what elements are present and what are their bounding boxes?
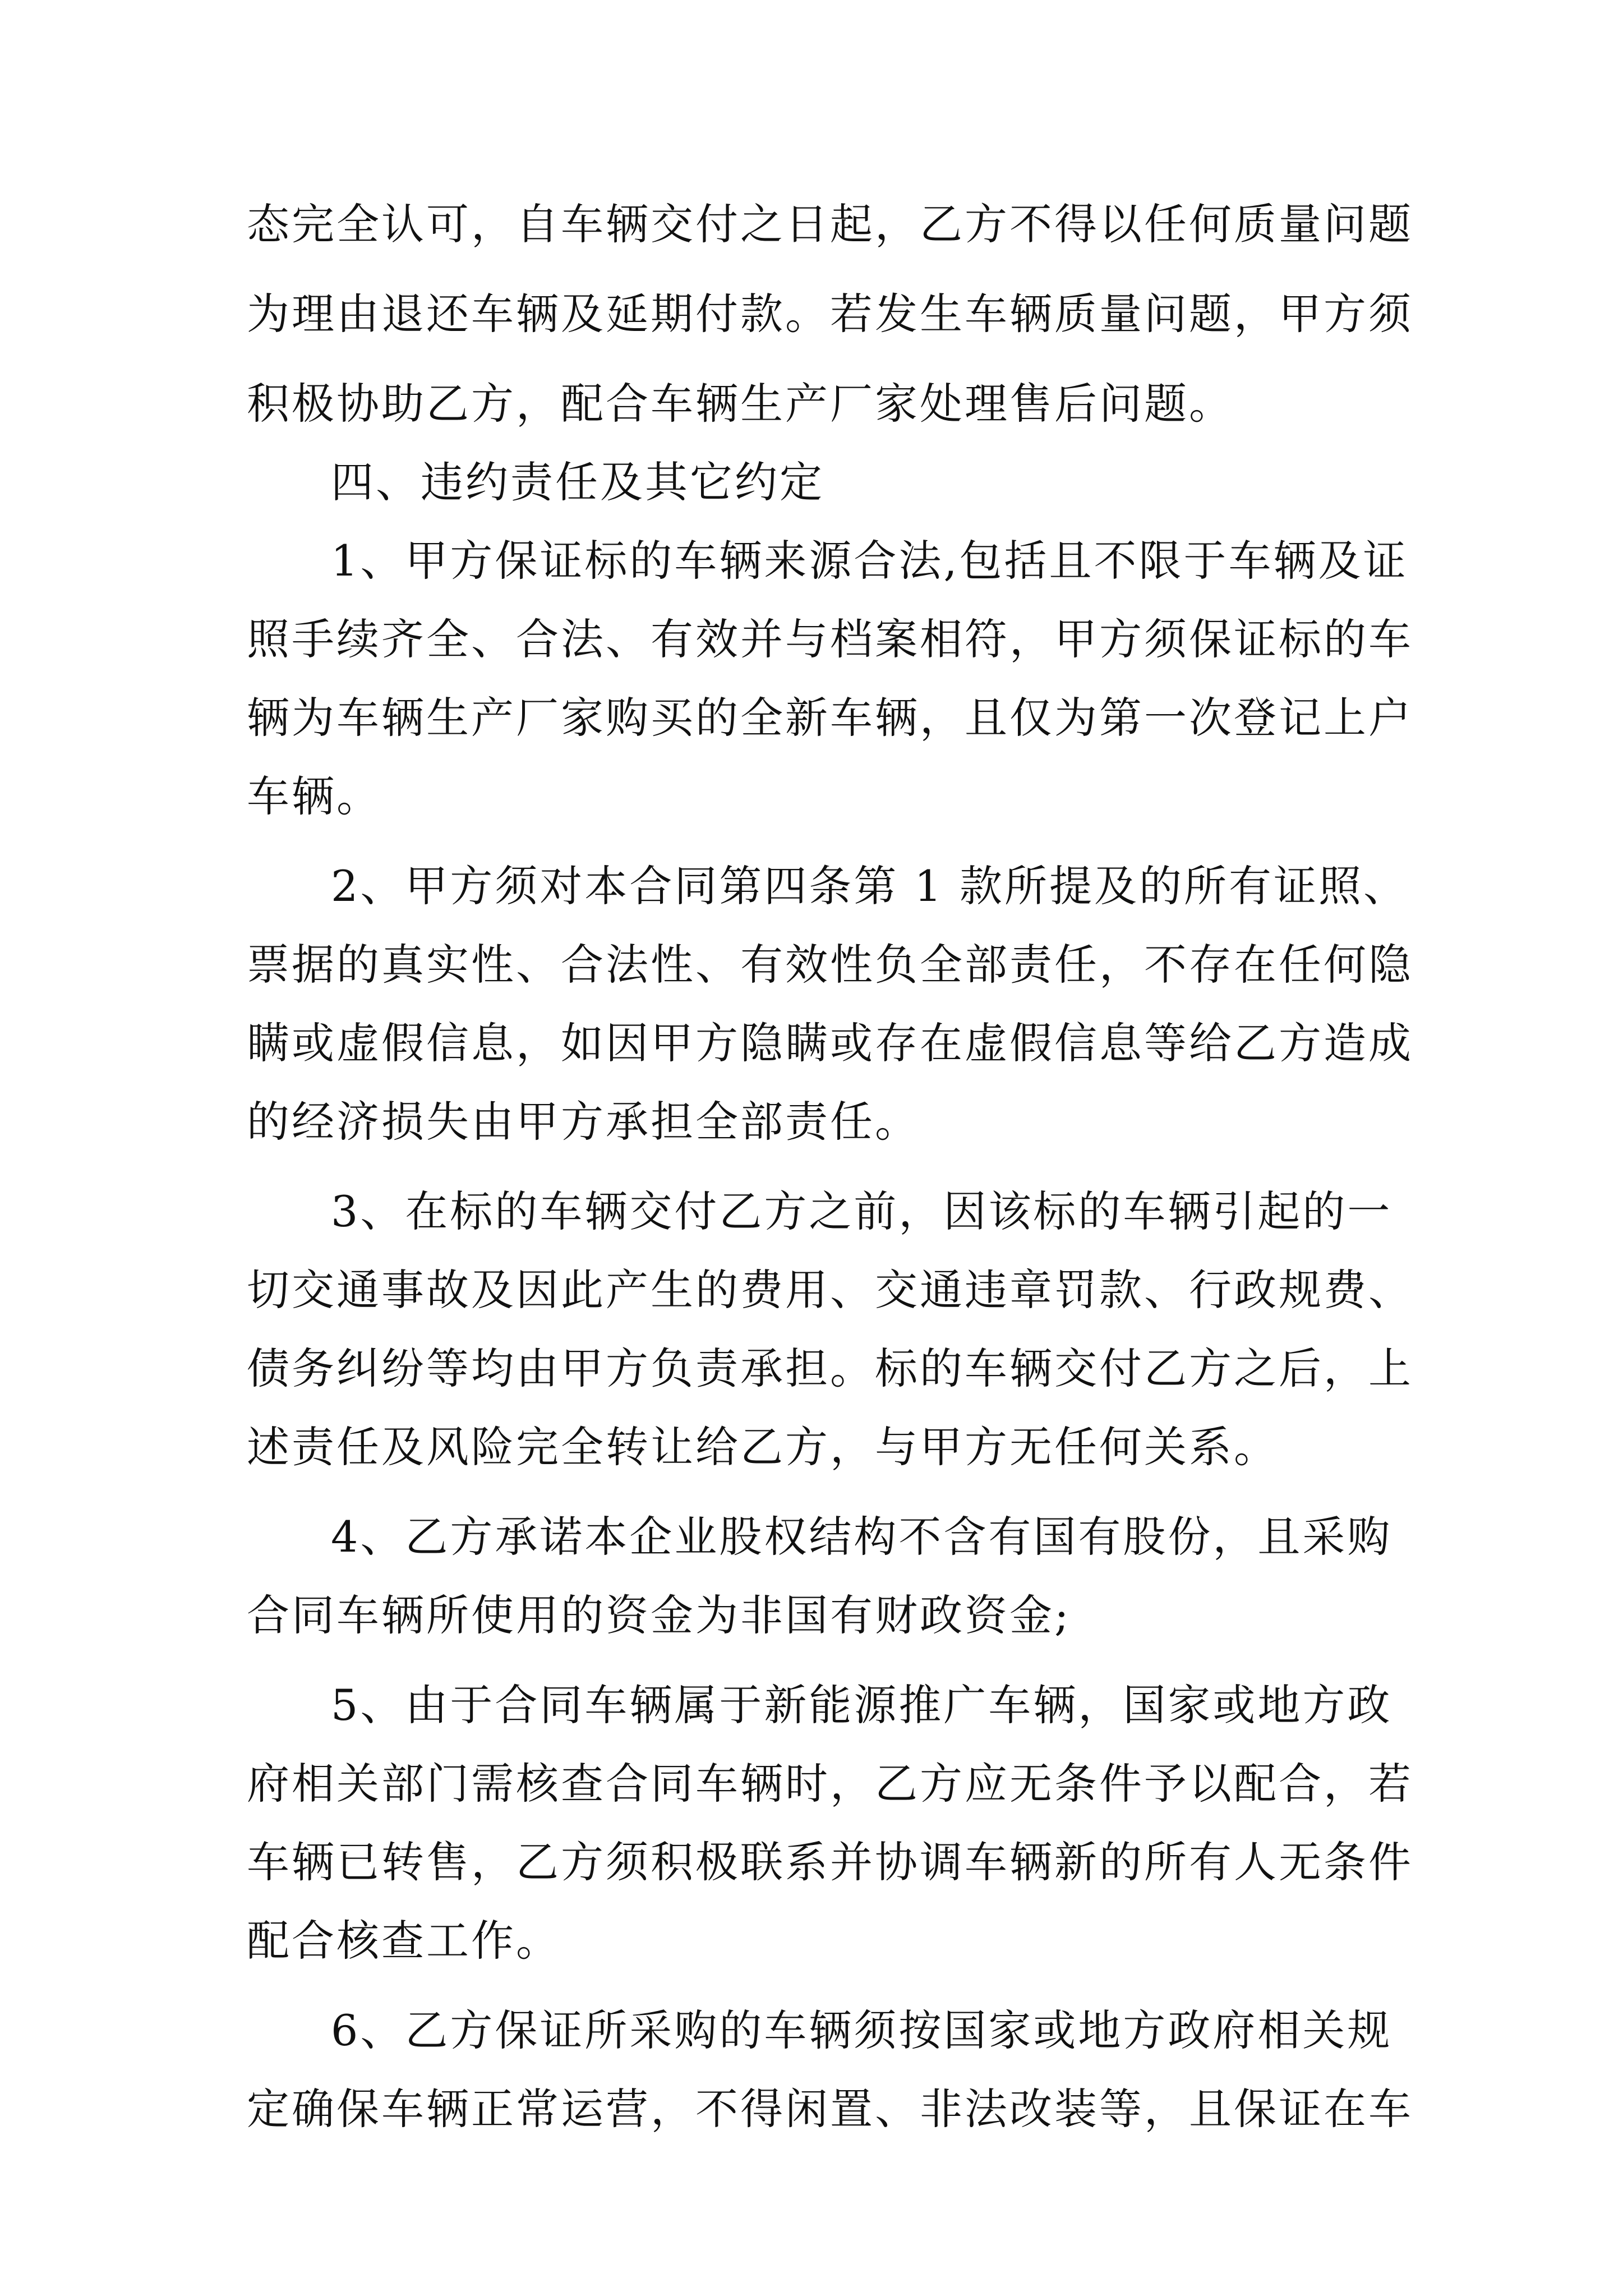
text-line: 述责任及风险完全转让给乙方，与甲方无任何关系。 (247, 1422, 1279, 1472)
text-line: 合同车辆所使用的资金为非国有财政资金; (247, 1590, 1071, 1640)
text-line: 积极协助乙方，配合车辆生产厂家处理售后问题。 (247, 379, 1234, 429)
text-line: 照手续齐全、合法、有效并与档案相符，甲方须保证标的车 (247, 614, 1413, 664)
text-line: 6、乙方保证所采购的车辆须按国家或地方政府相关规 (331, 2005, 1393, 2055)
text-line: 2、甲方须对本合同第四条第 1 款所提及的所有证照、 (331, 861, 1409, 911)
section-heading: 四、违约责任及其它约定 (331, 457, 824, 507)
text-line: 车辆。 (247, 771, 381, 821)
text-line: 为理由退还车辆及延期付款。若发生车辆质量问题，甲方须 (247, 289, 1413, 339)
text-line: 辆为车辆生产厂家购买的全新车辆，且仅为第一次登记上户 (247, 693, 1413, 743)
text-line: 3、在标的车辆交付乙方之前，因该标的车辆引起的一 (331, 1186, 1393, 1236)
text-line: 瞒或虚假信息，如因甲方隐瞒或存在虚假信息等给乙方造成 (247, 1018, 1413, 1068)
text-line: 的经济损失由甲方承担全部责任。 (247, 1097, 920, 1147)
text-line: 5、由于合同车辆属于新能源推广车辆，国家或地方政 (331, 1680, 1393, 1730)
text-line: 车辆已转售，乙方须积极联系并协调车辆新的所有人无条件 (247, 1837, 1413, 1887)
text-line: 配合核查工作。 (247, 1916, 561, 1966)
text-line: 定确保车辆正常运营，不得闲置、非法改装等，且保证在车 (247, 2084, 1413, 2134)
text-line: 债务纠纷等均由甲方负责承担。标的车辆交付乙方之后，上 (247, 1343, 1413, 1393)
text-line: 1、甲方保证标的车辆来源合法,包括且不限于车辆及证 (331, 536, 1408, 586)
text-line: 4、乙方承诺本企业股权结构不含有国有股份，且采购 (331, 1512, 1393, 1562)
text-line: 府相关部门需核查合同车辆时，乙方应无条件予以配合，若 (247, 1759, 1413, 1809)
text-line: 切交通事故及因此产生的费用、交通违章罚款、行政规费、 (247, 1265, 1413, 1315)
text-line: 态完全认可，自车辆交付之日起，乙方不得以任何质量问题 (247, 199, 1413, 249)
text-line: 票据的真实性、合法性、有效性负全部责任，不存在任何隐 (247, 940, 1413, 990)
